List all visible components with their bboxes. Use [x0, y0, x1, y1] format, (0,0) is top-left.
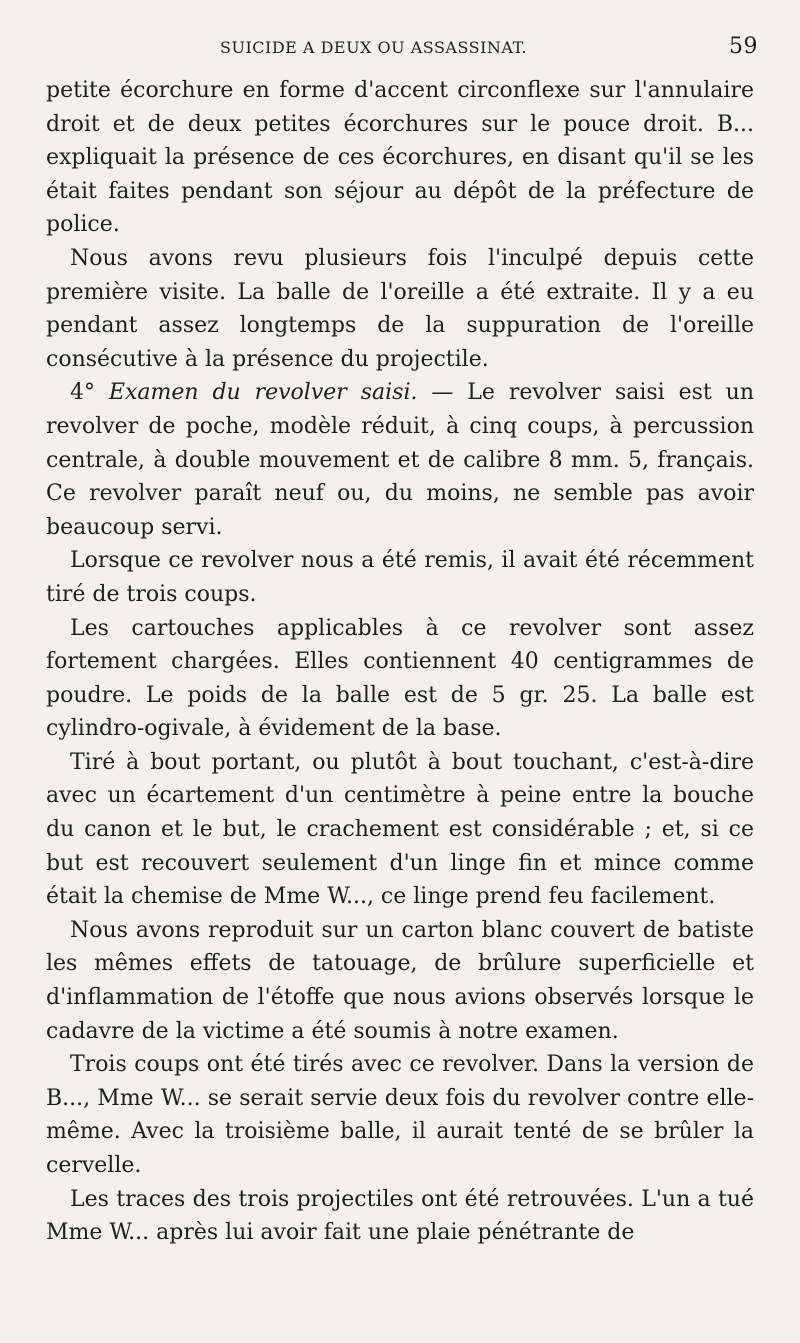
section-heading: Examen du revolver saisi.: [108, 380, 418, 406]
section-number: 4°: [70, 380, 95, 406]
paragraph: Tiré à bout portant, ou plutôt à bout touchant, c'est-à-dire avec un écartement d'un centimètre à peine entre la bouche du canon et le but, le crachement est considérable ; et, si ce but est recouvert seulement d'un linge fin et mince comme était la chemise de Mme W..., ce linge prend feu facilement.: [46, 749, 754, 910]
paragraph: Lorsque ce revolver nous a été remis, il avait été récemment tiré de trois coups.: [46, 548, 754, 607]
paragraph-section-4: [46, 376, 754, 544]
section-text: — Le revolver saisi est un revolver de poche, modèle réduit, à cinq coups, à percussion centrale, à double mouvement et de calibre 8 mm. 5, français. Ce revolver paraît neuf ou, du moins, ne semble pas avoir beaucoup servi.: [46, 380, 755, 540]
paragraph: Les cartouches applicables à ce revolver sont assez fortement chargées. Elles contiennent 40 centigrammes de poudre. Le poids de la balle est de 5 gr. 25. La balle est cylindro-ogivale, à évidement de la base.: [46, 615, 754, 742]
paragraph: Nous avons reproduit sur un carton blanc couvert de batiste les mêmes effets de tatouage, de brûlure superficielle et d'inflammation de l'étoffe que nous avions observés lorsque le cadavre de la victime a été soumis à notre examen.: [46, 917, 754, 1044]
paragraph-continuation: petite écorchure en forme d'accent circonflexe sur l'annulaire droit et de deux petites écorchures sur le pouce droit. B... expliquait la présence de ces écorchures, en disant qu'il se les était faites pendant son séjour au dépôt de la préfecture de police.: [46, 78, 754, 238]
paragraph: Les traces des trois projectiles ont été retrouvées. L'un a tué Mme W... après lui avoir fait une plaie pénétrante de: [46, 1186, 754, 1246]
paragraph: Nous avons revu plusieurs fois l'inculpé depuis cette première visite. La balle de l'oreille a été extraite. Il y a eu pendant assez longtemps de la suppuration de l'oreille consécutive à la présence du projectile.: [46, 245, 754, 372]
page-header: [40, 34, 764, 66]
body-text: [46, 74, 754, 1250]
running-title: SUICIDE A DEUX OU ASSASSINAT.: [220, 38, 528, 57]
paragraph: Trois coups ont été tirés avec ce revolver. Dans la version de B..., Mme W... se serait servie deux fois du revolver contre elle-même. Avec la troisième balle, il aurait tenté de se brûler la cervelle.: [46, 1052, 754, 1178]
page-number: 59: [729, 34, 758, 59]
